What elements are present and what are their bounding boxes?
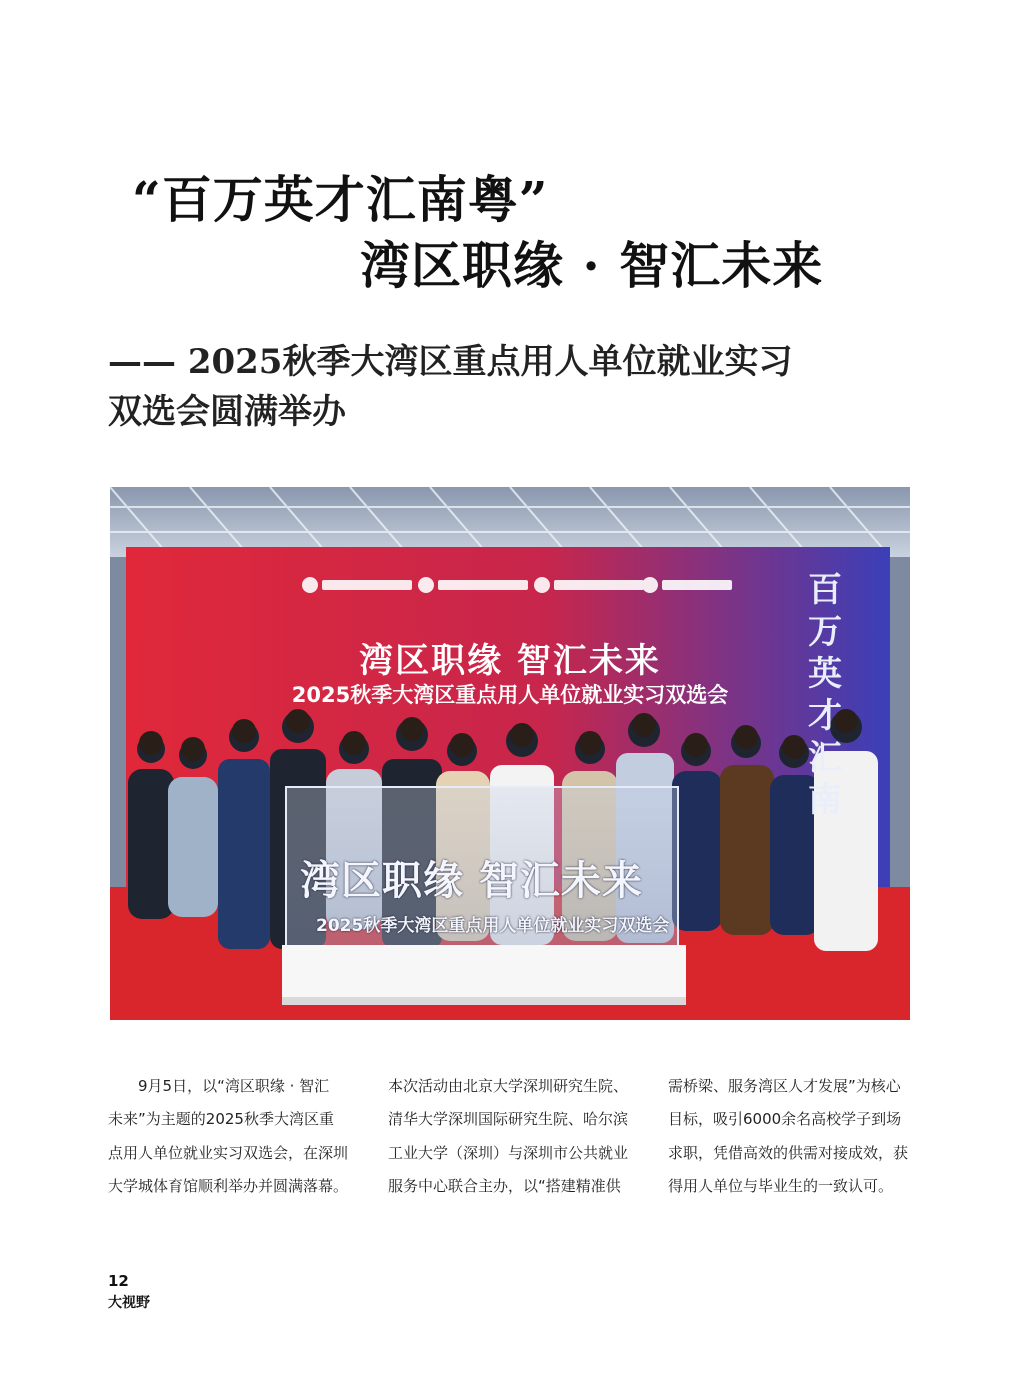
body-column-2 [388, 1070, 638, 1203]
body-line: 服务中心联合主办，以“搭建精准供 [388, 1176, 621, 1195]
magazine-mark: 大视野 [108, 1295, 150, 1311]
page-number: 12 [108, 1272, 129, 1290]
body-line: 大学城体育馆顺利举办并圆满落幕。 [108, 1176, 349, 1195]
body-line: 工业大学（深圳）与深圳市公共就业 [388, 1143, 629, 1162]
vertical-char: 才 [808, 696, 842, 736]
glass-panel-subtitle: 2025秋季大湾区重点用人单位就业实习双选会 [316, 916, 670, 936]
body-line: 目标，吸引6000余名高校学子到场 [668, 1110, 902, 1129]
body-line: 9月5日，以“湾区职缘 · 智汇 [108, 1077, 330, 1095]
body-line: 点用人单位就业实习双选会，在深圳 [108, 1143, 349, 1162]
vertical-char: 汇 [808, 738, 842, 778]
title-line-2: 湾区职缘 · 智汇未来 [360, 236, 824, 295]
body-line: 求职，凭借高效的供需对接成效，获 [668, 1143, 909, 1162]
body-column-1 [108, 1070, 358, 1203]
body-line: 未来”为主题的2025秋季大湾区重 [108, 1110, 334, 1129]
backdrop-subtitle: 2025秋季大湾区重点用人单位就业实习双选会 [291, 683, 729, 707]
body-line: 需桥梁、服务湾区人才发展”为核心 [668, 1077, 901, 1095]
glass-panel-title: 湾区职缘 智汇未来 [300, 858, 643, 904]
vertical-char: 百 [808, 570, 842, 610]
vertical-char: 万 [808, 612, 842, 652]
backdrop-title: 湾区职缘 智汇未来 [359, 641, 661, 681]
body-line: 本次活动由北京大学深圳研究生院、 [388, 1077, 629, 1095]
vertical-calligraphy [790, 569, 860, 821]
subtitle-line-2: 双选会圆满举办 [108, 392, 346, 432]
vertical-char: 南 [808, 780, 842, 820]
body-line: 得用人单位与毕业生的一致认可。 [668, 1176, 894, 1195]
body-line: 清华大学深圳国际研究生院、哈尔滨 [388, 1110, 629, 1129]
body-column-3 [668, 1070, 918, 1203]
vertical-char: 英 [808, 654, 842, 694]
title-line-1: “百万英才汇南粤” [132, 170, 549, 229]
subtitle-line-1: —— 2025秋季大湾区重点用人单位就业实习 [108, 342, 793, 382]
event-photo [110, 487, 910, 1020]
